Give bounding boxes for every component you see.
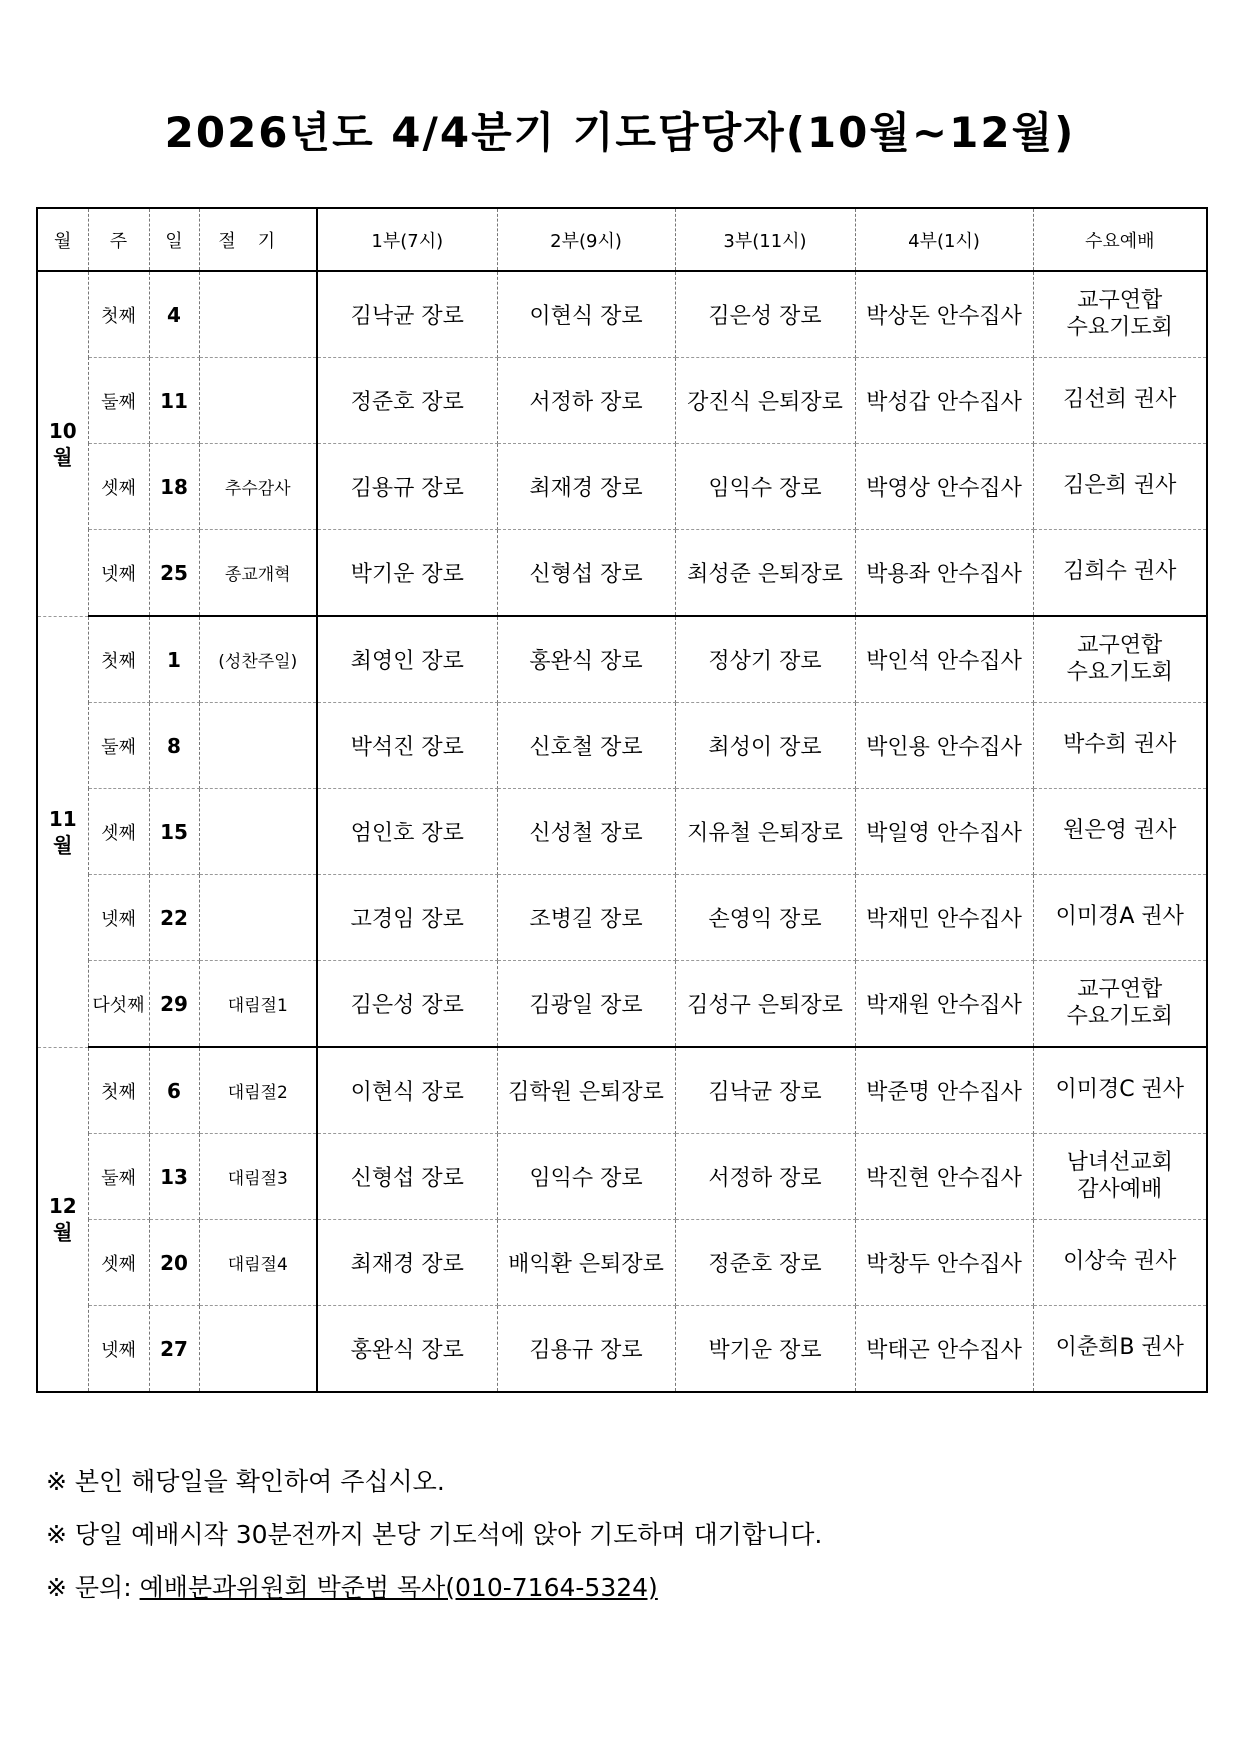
note-contact xyxy=(46,1561,822,1614)
service-2-cell: 배익환 은퇴장로 xyxy=(497,1220,675,1306)
week-cell: 첫째 xyxy=(88,616,149,703)
service-2-cell: 임익수 장로 xyxy=(497,1134,675,1220)
note-confirm-date: ※ 본인 해당일을 확인하여 주십시오. xyxy=(46,1467,445,1496)
season-cell xyxy=(199,271,317,358)
service-3-cell: 서정하 장로 xyxy=(675,1134,855,1220)
header-wednesday: 수요예배 xyxy=(1033,208,1207,271)
week-cell: 셋째 xyxy=(88,789,149,875)
header-season: 절기 xyxy=(199,208,317,271)
week-cell: 둘째 xyxy=(88,1134,149,1220)
service-3-cell: 김은성 장로 xyxy=(675,271,855,358)
service-1-cell: 김낙균 장로 xyxy=(317,271,497,358)
service-3-cell: 최성이 장로 xyxy=(675,703,855,789)
season-cell xyxy=(199,875,317,961)
table-row xyxy=(37,789,1207,875)
service-1-cell: 신형섭 장로 xyxy=(317,1134,497,1220)
wednesday-cell: 이춘희B 권사 xyxy=(1033,1306,1207,1393)
service-4-cell: 박인용 안수집사 xyxy=(855,703,1033,789)
wednesday-line-1: 남녀선교회 xyxy=(1066,1150,1173,1176)
table-row xyxy=(37,358,1207,444)
season-cell xyxy=(199,1306,317,1393)
wednesday-cell: 김희수 권사 xyxy=(1033,530,1207,617)
table-row xyxy=(37,444,1207,530)
service-2-cell: 김광일 장로 xyxy=(497,961,675,1048)
day-cell: 18 xyxy=(149,444,199,530)
service-4-cell: 박재민 안수집사 xyxy=(855,875,1033,961)
day-cell: 4 xyxy=(149,271,199,358)
week-cell: 다섯째 xyxy=(88,961,149,1048)
service-3-cell: 김낙균 장로 xyxy=(675,1047,855,1134)
wednesday-line-2: 수요기도회 xyxy=(1066,314,1173,340)
wednesday-cell xyxy=(1033,961,1207,1048)
service-1-cell: 홍완식 장로 xyxy=(317,1306,497,1393)
service-1-cell: 엄인호 장로 xyxy=(317,789,497,875)
service-3-cell: 지유철 은퇴장로 xyxy=(675,789,855,875)
service-2-cell: 김학원 은퇴장로 xyxy=(497,1047,675,1134)
month-cell xyxy=(37,271,88,616)
service-3-cell: 강진식 은퇴장로 xyxy=(675,358,855,444)
day-cell: 27 xyxy=(149,1306,199,1393)
wednesday-line-1: 교구연합 xyxy=(1077,633,1163,659)
day-cell: 8 xyxy=(149,703,199,789)
season-cell: 대림절4 xyxy=(199,1220,317,1306)
table-row xyxy=(37,1306,1207,1393)
month-unit: 월 xyxy=(53,1220,73,1245)
header-service-3: 3부(11시) xyxy=(675,208,855,271)
service-3-cell: 임익수 장로 xyxy=(675,444,855,530)
wednesday-cell: 김은희 권사 xyxy=(1033,444,1207,530)
month-unit: 월 xyxy=(53,444,73,469)
service-4-cell: 박성갑 안수집사 xyxy=(855,358,1033,444)
season-cell: 대림절1 xyxy=(199,961,317,1048)
table-row xyxy=(37,875,1207,961)
service-1-cell: 김은성 장로 xyxy=(317,961,497,1048)
page-title: 2026년도 4/4분기 기도담당자(10월~12월) xyxy=(164,108,1076,157)
table-row xyxy=(37,1047,1207,1134)
note-arrival-time: ※ 당일 예배시작 30분전까지 본당 기도석에 앉아 기도하며 대기합니다. xyxy=(46,1520,823,1549)
service-1-cell: 박기운 장로 xyxy=(317,530,497,617)
service-2-cell: 김용규 장로 xyxy=(497,1306,675,1393)
service-2-cell: 이현식 장로 xyxy=(497,271,675,358)
week-cell: 첫째 xyxy=(88,271,149,358)
month-cell xyxy=(37,1047,88,1392)
table-row xyxy=(37,530,1207,617)
wednesday-cell xyxy=(1033,271,1207,358)
wednesday-line-1: 교구연합 xyxy=(1077,288,1163,314)
service-3-cell: 정상기 장로 xyxy=(675,616,855,703)
week-cell: 셋째 xyxy=(88,444,149,530)
wednesday-line-2: 수요기도회 xyxy=(1066,1003,1173,1029)
wednesday-cell: 이미경C 권사 xyxy=(1033,1047,1207,1134)
service-4-cell: 박재원 안수집사 xyxy=(855,961,1033,1048)
service-3-cell: 최성준 은퇴장로 xyxy=(675,530,855,617)
season-cell xyxy=(199,703,317,789)
week-cell: 첫째 xyxy=(88,1047,149,1134)
wednesday-cell xyxy=(1033,616,1207,703)
wednesday-cell: 김선희 권사 xyxy=(1033,358,1207,444)
wednesday-line-2: 감사예배 xyxy=(1077,1176,1163,1202)
day-cell: 22 xyxy=(149,875,199,961)
notes-section xyxy=(46,1455,822,1614)
month-number: 10 xyxy=(48,418,77,443)
service-1-cell: 최재경 장로 xyxy=(317,1220,497,1306)
header-service-2: 2부(9시) xyxy=(497,208,675,271)
service-4-cell: 박태곤 안수집사 xyxy=(855,1306,1033,1393)
wednesday-line-1: 교구연합 xyxy=(1077,977,1163,1003)
header-service-4: 4부(1시) xyxy=(855,208,1033,271)
service-4-cell: 박창두 안수집사 xyxy=(855,1220,1033,1306)
table-row xyxy=(37,1220,1207,1306)
wednesday-cell: 이상숙 권사 xyxy=(1033,1220,1207,1306)
week-cell: 둘째 xyxy=(88,358,149,444)
day-cell: 11 xyxy=(149,358,199,444)
note-contact-prefix: ※ 문의: xyxy=(46,1573,140,1602)
season-cell xyxy=(199,789,317,875)
table-row xyxy=(37,703,1207,789)
header-week: 주 xyxy=(88,208,149,271)
wednesday-cell: 박수희 권사 xyxy=(1033,703,1207,789)
service-2-cell: 신호철 장로 xyxy=(497,703,675,789)
season-cell: 추수감사 xyxy=(199,444,317,530)
service-4-cell: 박준명 안수집사 xyxy=(855,1047,1033,1134)
service-1-cell: 김용규 장로 xyxy=(317,444,497,530)
header-service-1: 1부(7시) xyxy=(317,208,497,271)
service-4-cell: 박진현 안수집사 xyxy=(855,1134,1033,1220)
day-cell: 25 xyxy=(149,530,199,617)
table-row xyxy=(37,961,1207,1048)
day-cell: 20 xyxy=(149,1220,199,1306)
header-day: 일 xyxy=(149,208,199,271)
service-4-cell: 박용좌 안수집사 xyxy=(855,530,1033,617)
table-row xyxy=(37,616,1207,703)
service-2-cell: 서정하 장로 xyxy=(497,358,675,444)
week-cell: 넷째 xyxy=(88,1306,149,1393)
week-cell: 둘째 xyxy=(88,703,149,789)
service-4-cell: 박일영 안수집사 xyxy=(855,789,1033,875)
season-cell: 종교개혁 xyxy=(199,530,317,617)
service-1-cell: 최영인 장로 xyxy=(317,616,497,703)
service-3-cell: 김성구 은퇴장로 xyxy=(675,961,855,1048)
wednesday-cell: 이미경A 권사 xyxy=(1033,875,1207,961)
season-cell: (성찬주일) xyxy=(199,616,317,703)
month-number: 11 xyxy=(48,806,77,831)
header-month: 월 xyxy=(37,208,88,271)
service-2-cell: 신형섭 장로 xyxy=(497,530,675,617)
prayer-schedule-table xyxy=(36,207,1208,1393)
service-2-cell: 조병길 장로 xyxy=(497,875,675,961)
service-4-cell: 박영상 안수집사 xyxy=(855,444,1033,530)
month-number: 12 xyxy=(48,1194,77,1219)
service-4-cell: 박인석 안수집사 xyxy=(855,616,1033,703)
month-unit: 월 xyxy=(53,832,73,857)
day-cell: 13 xyxy=(149,1134,199,1220)
service-2-cell: 홍완식 장로 xyxy=(497,616,675,703)
day-cell: 6 xyxy=(149,1047,199,1134)
service-3-cell: 박기운 장로 xyxy=(675,1306,855,1393)
table-body xyxy=(37,271,1207,1392)
week-cell: 넷째 xyxy=(88,875,149,961)
service-2-cell: 신성철 장로 xyxy=(497,789,675,875)
service-1-cell: 고경임 장로 xyxy=(317,875,497,961)
wednesday-line-2: 수요기도회 xyxy=(1066,659,1173,685)
wednesday-cell xyxy=(1033,1134,1207,1220)
week-cell: 넷째 xyxy=(88,530,149,617)
day-cell: 15 xyxy=(149,789,199,875)
season-cell: 대림절2 xyxy=(199,1047,317,1134)
wednesday-cell: 원은영 권사 xyxy=(1033,789,1207,875)
contact-info: 예배분과위원회 박준범 목사(010-7164-5324) xyxy=(139,1573,658,1602)
day-cell: 29 xyxy=(149,961,199,1048)
service-3-cell: 정준호 장로 xyxy=(675,1220,855,1306)
week-cell: 셋째 xyxy=(88,1220,149,1306)
month-cell xyxy=(37,616,88,1047)
table-row xyxy=(37,1134,1207,1220)
service-2-cell: 최재경 장로 xyxy=(497,444,675,530)
service-3-cell: 손영익 장로 xyxy=(675,875,855,961)
day-cell: 1 xyxy=(149,616,199,703)
service-1-cell: 이현식 장로 xyxy=(317,1047,497,1134)
service-1-cell: 박석진 장로 xyxy=(317,703,497,789)
season-cell xyxy=(199,358,317,444)
service-1-cell: 정준호 장로 xyxy=(317,358,497,444)
table-header-row xyxy=(37,208,1207,271)
service-4-cell: 박상돈 안수집사 xyxy=(855,271,1033,358)
season-cell: 대림절3 xyxy=(199,1134,317,1220)
table-row xyxy=(37,271,1207,358)
